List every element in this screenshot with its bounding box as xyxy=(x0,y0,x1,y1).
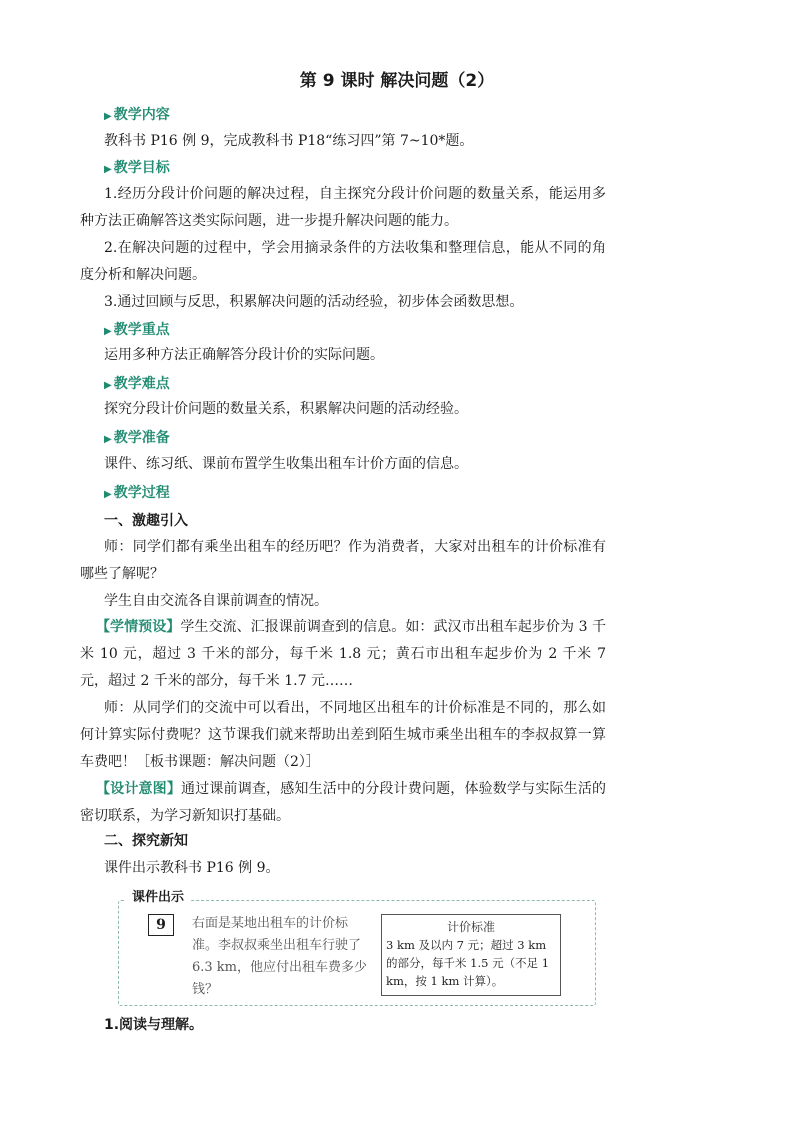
part2-heading: 二、探究新知 xyxy=(104,833,188,849)
goal-3: 3.通过回顾与反思，积累解决问题的活动经验，初步体会函数思想。 xyxy=(104,294,524,310)
heading-content-label: 教学内容 xyxy=(113,107,170,123)
heading-key xyxy=(104,319,170,339)
part1-p5-text: 通过课前调查，感知生活中的分段计费问题，体验数学与实际生活的密切联系，为学习新知识打基础。 xyxy=(80,781,607,824)
courseware-label: 课件出示 xyxy=(126,886,190,905)
triangle-icon: ▶ xyxy=(104,380,112,391)
part1-p1: 师：同学们都有乘坐出租车的经历吧？作为消费者，大家对出租车的计价标准有哪些了解呢？ xyxy=(80,539,606,582)
heading-prep xyxy=(104,427,170,447)
triangle-icon: ▶ xyxy=(104,489,112,500)
example-number: 9 xyxy=(148,914,174,936)
part1-p2: 学生自由交流各自课前调查的情况。 xyxy=(104,593,328,609)
heading-key-label: 教学重点 xyxy=(113,322,170,338)
pricing-rule-text: 3 km 及以内 7 元；超过 3 km 的部分，每千米 1.5 元（不足 1 km，按 1 km 计算）。 xyxy=(386,938,550,988)
heading-prep-label: 教学准备 xyxy=(113,430,170,446)
pricing-rule-box xyxy=(381,914,561,996)
prep-text: 课件、练习纸、课前布置学生收集出租车计价方面的信息。 xyxy=(104,456,468,472)
part2-p1: 课件出示教科书 P16 例 9。 xyxy=(104,860,280,876)
part1-p5 xyxy=(80,776,606,830)
step-1-heading: 1.阅读与理解。 xyxy=(104,1017,204,1033)
part1-p3-text: 学生交流、汇报课前调查到的信息。如：武汉市出租车起步价为 3 千米 10 元，超过 3 千米的部分，每千米 1.8 元；黄石市出租车起步价为 2 千米 7 元，超过 2 千米的部分，每千米 1.7 元…… xyxy=(80,619,607,689)
page-title: 第 9 课时 解决问题（2） xyxy=(299,71,495,91)
heading-process xyxy=(104,482,170,502)
triangle-icon: ▶ xyxy=(104,111,112,122)
triangle-icon: ▶ xyxy=(104,164,112,175)
heading-process-label: 教学过程 xyxy=(113,485,170,501)
goal-1: 1.经历分段计价问题的解决过程，自主探究分段计价问题的数量关系，能运用多种方法正确解答这类实际问题，进一步提升解决问题的能力。 xyxy=(80,186,606,229)
heading-difficult-label: 教学难点 xyxy=(113,376,170,392)
heading-content xyxy=(104,104,170,124)
heading-goals-label: 教学目标 xyxy=(113,160,170,176)
difficult-text: 探究分段计价问题的数量关系，积累解决问题的活动经验。 xyxy=(104,401,468,417)
goal-2: 2.在解决问题的过程中，学会用摘录条件的方法收集和整理信息，能从不同的角度分析和解决问题。 xyxy=(80,240,606,283)
key-text: 运用多种方法正确解答分段计价的实际问题。 xyxy=(104,347,384,363)
tag-prediction: 【学情预设】 xyxy=(96,619,181,635)
heading-difficult xyxy=(104,373,170,393)
triangle-icon: ▶ xyxy=(104,326,112,337)
part1-heading: 一、激趣引入 xyxy=(104,513,188,529)
part1-p4: 师：从同学们的交流中可以看出，不同地区出租车的计价标准是不同的，那么如何计算实际付费呢？这节课我们就来帮助出差到陌生城市乘坐出租车的李叔叔算一算车费吧！［板书课题：解决问题（2）］ xyxy=(80,700,606,770)
triangle-icon: ▶ xyxy=(104,434,112,445)
heading-goals xyxy=(104,157,170,177)
example-problem: 右面是某地出租车的计价标准。李叔叔乘坐出租车行驶了 6.3 km，他应付出租车费多少钱？ xyxy=(192,916,368,997)
pricing-rule-title: 计价标准 xyxy=(446,920,495,934)
tag-design: 【设计意图】 xyxy=(96,781,182,797)
content-text: 教科书 P16 例 9，完成教科书 P18“练习四”第 7~10*题。 xyxy=(104,133,474,149)
part1-p3 xyxy=(80,614,606,695)
